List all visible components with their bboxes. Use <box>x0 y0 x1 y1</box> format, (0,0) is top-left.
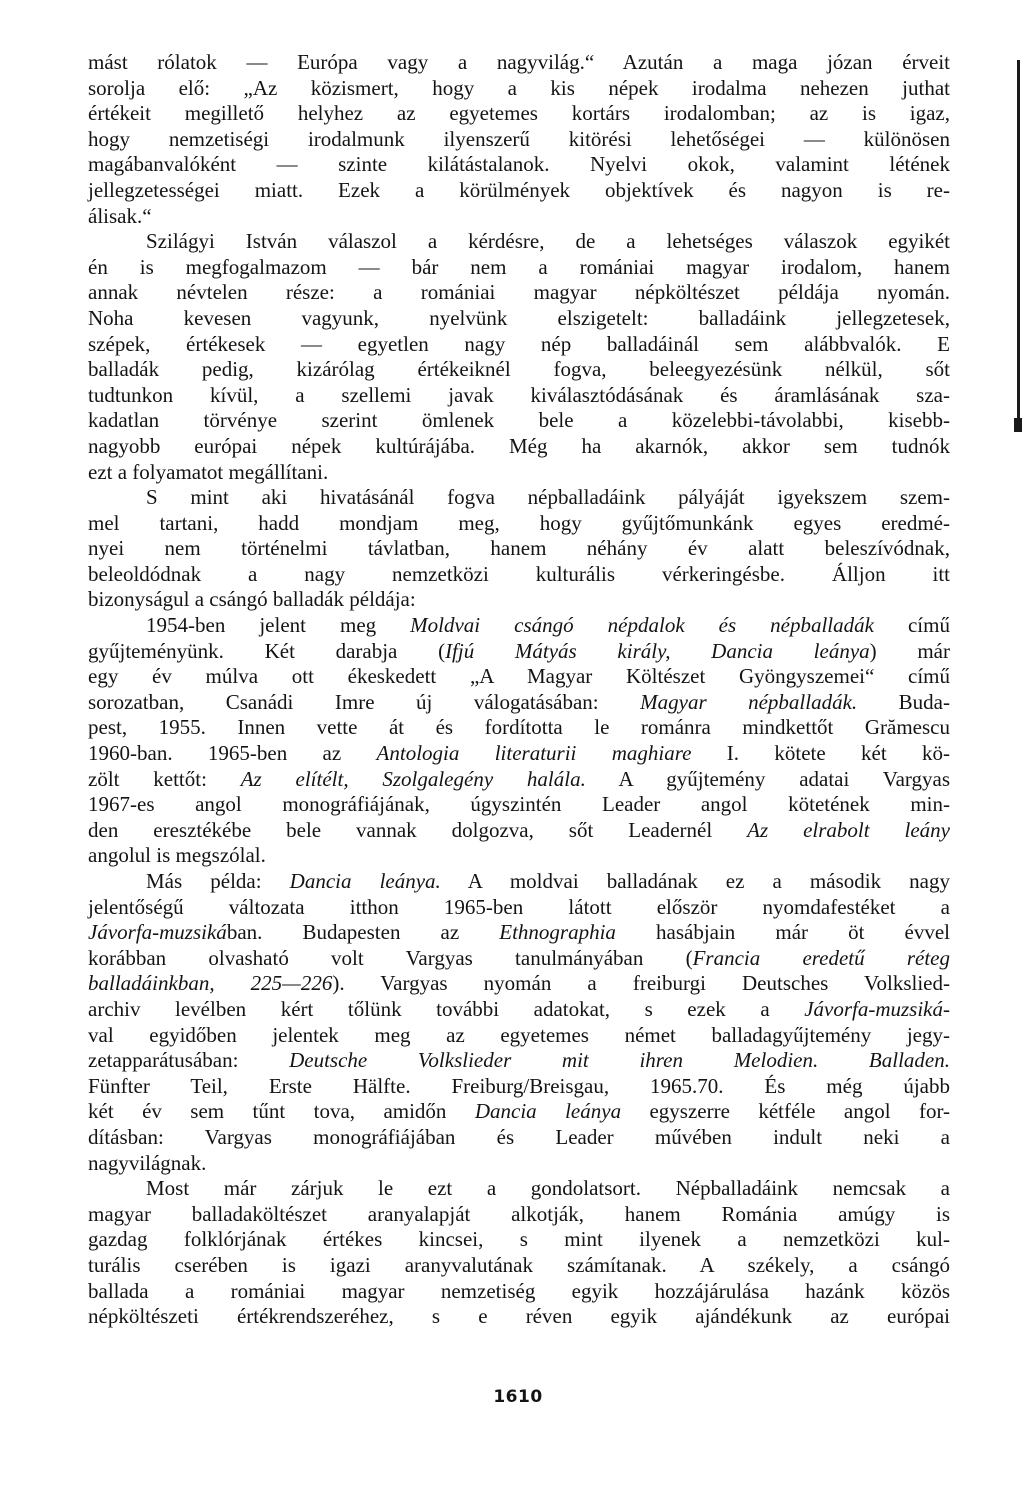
body-text <box>88 50 950 1330</box>
text-line: S mint aki hivatásánál fogva népballadáink pályáját igyekszem szem- <box>146 485 950 510</box>
page-edge-mark <box>1017 60 1020 420</box>
text-line: 1960-ban. 1965-ben az Antologia literaturii maghiare I. kötete két kö- <box>88 741 951 766</box>
page-number: 1610 <box>493 1387 543 1407</box>
text-line: álisak.“ <box>88 203 152 228</box>
text-line: értékeit megillető helyhez az egyetemes kortárs irodalomban; az is igaz, <box>88 101 950 126</box>
text-line: szépek, értékesek — egyetlen nagy nép balladáinál sem alábbvalók. E <box>88 331 950 356</box>
text-line: népköltészeti értékrendszeréhez, s e réven egyik ajándékunk az európai <box>88 1304 950 1329</box>
text-line: mel tartani, hadd mondjam meg, hogy gyűjtőmunkánk egyes eredmé- <box>88 510 950 535</box>
text-line: zölt kettőt: Az elítélt, Szolgalegény halála. A gyűjtemény adatai Vargyas <box>88 766 950 791</box>
text-line: gyűjteményünk. Két darabja (Ifjú Mátyás király, Dancia leánya) már <box>88 638 950 663</box>
text-line: Most már zárjuk le ezt a gondolatsort. Népballadáink nemcsak a <box>146 1176 950 1201</box>
text-line: nagyobb európai népek kultúrájába. Még ha akarnók, akkor sem tudnók <box>88 433 950 458</box>
text-line: pest, 1955. Innen vette át és fordította le románra mindkettőt Grămescu <box>88 715 950 740</box>
text-line: magyar balladaköltészet aranyalapját alkotják, hanem Románia amúgy is <box>88 1201 950 1226</box>
text-line: én is megfogalmazom — bár nem a romániai magyar irodalom, hanem <box>88 254 950 279</box>
text-line: turális cserében is igazi aranyvalutának számítanak. A székely, a csángó <box>88 1252 950 1277</box>
text-line: balladák pedig, kizárólag értékeiknél fogva, beleegyezésünk nélkül, sőt <box>88 357 950 382</box>
text-line: 1967-es angol monográfiájának, úgyszintén Leader angol kötetének min- <box>88 792 950 817</box>
text-line: korábban olvasható volt Vargyas tanulmányában (Francia eredetű réteg <box>88 945 950 970</box>
text-line: kadatlan törvénye szerint ömlenek bele a közelebbi-távolabbi, kisebb- <box>88 408 950 433</box>
text-line: mást rólatok — Európa vagy a nagyvilág.“ Azután a maga józan érveit <box>88 50 950 74</box>
text-line: Más példa: Dancia leánya. A moldvai balladának ez a második nagy <box>146 869 950 893</box>
text-line: Noha kevesen vagyunk, nyelvünk elszigetelt: balladáink jellegzetesek, <box>88 305 950 330</box>
text-line: sorolja elő: „Az közismert, hogy a kis népek irodalma nehezen juthat <box>88 75 950 100</box>
text-line: 1954-ben jelent meg Moldvai csángó népdalok és népballadák című <box>146 613 950 638</box>
text-line: Fünfter Teil, Erste Hälfte. Freiburg/Breisgau, 1965.70. És még újabb <box>88 1073 950 1098</box>
text-line: den eresztékébe bele vannak dolgozva, sőt Leadernél Az elrabolt leány <box>88 817 950 842</box>
text-line: zetapparátusában: Deutsche Volkslieder mit ihren Melodien. Balladen. <box>88 1048 950 1073</box>
text-line: val egyidőben jelentek meg az egyetemes német balladagyűjtemény jegy- <box>88 1022 950 1047</box>
page-edge-notch <box>1014 418 1022 432</box>
text-line: balladáinkban, 225—226). Vargyas nyomán a freiburgi Deutsches Volkslied- <box>88 971 950 996</box>
text-line: dításban: Vargyas monográfiájában és Leader művében indult neki a <box>88 1124 950 1149</box>
text-line: jelentőségű változata itthon 1965-ben látott először nyomdafestéket a <box>88 894 950 919</box>
text-line: ezt a folyamatot megállítani. <box>88 459 329 484</box>
text-line: gazdag folklórjának értékes kincsei, s mint ilyenek a nemzetközi kul- <box>88 1227 950 1252</box>
text-line: magábanvalóként — szinte kilátástalanok. Nyelvi okok, valamint létének <box>88 152 950 177</box>
text-line: tudtunkon kívül, a szellemi javak kiválasztódásának és áramlásának sza- <box>88 382 950 407</box>
text-line: ballada a romániai magyar nemzetiség egyik hozzájárulása hazánk közös <box>88 1278 950 1303</box>
text-line: angolul is megszólal. <box>88 843 266 868</box>
text-line: hogy nemzetiségi irodalmunk ilyenszerű kitörési lehetőségei — különösen <box>88 126 950 151</box>
text-line: nyei nem történelmi távlatban, hanem néhány év alatt beleszívódnak, <box>88 536 950 561</box>
text-line: jellegzetességei miatt. Ezek a körülmények objektívek és nagyon is re- <box>88 177 950 202</box>
text-line: két év sem tűnt tova, amidőn Dancia leánya egyszerre kétféle angol for- <box>88 1099 951 1124</box>
text-line: nagyvilágnak. <box>88 1150 207 1175</box>
text-line: bizonyságul a csángó balladák példája: <box>88 587 416 612</box>
text-line: sorozatban, Csanádi Imre új válogatásában: Magyar népballadák. Buda- <box>88 689 950 714</box>
text-line: beleoldódnak a nagy nemzetközi kulturális vérkeringésbe. Álljon itt <box>88 561 950 586</box>
text-line: archiv levélben kért tőlünk további adatokat, s ezek a Jávorfa-muzsiká- <box>88 996 950 1021</box>
text-line: egy év múlva ott ékeskedett „A Magyar Költészet Gyöngyszemei“ című <box>88 664 950 689</box>
text-line: annak névtelen része: a romániai magyar népköltészet példája nyomán. <box>88 280 950 305</box>
text-line: Szilágyi István válaszol a kérdésre, de a lehetséges válaszok egyikét <box>146 229 950 254</box>
text-line: Jávorfa-muzsikában. Budapesten az Ethnographia hasábjain már öt évvel <box>88 920 950 945</box>
